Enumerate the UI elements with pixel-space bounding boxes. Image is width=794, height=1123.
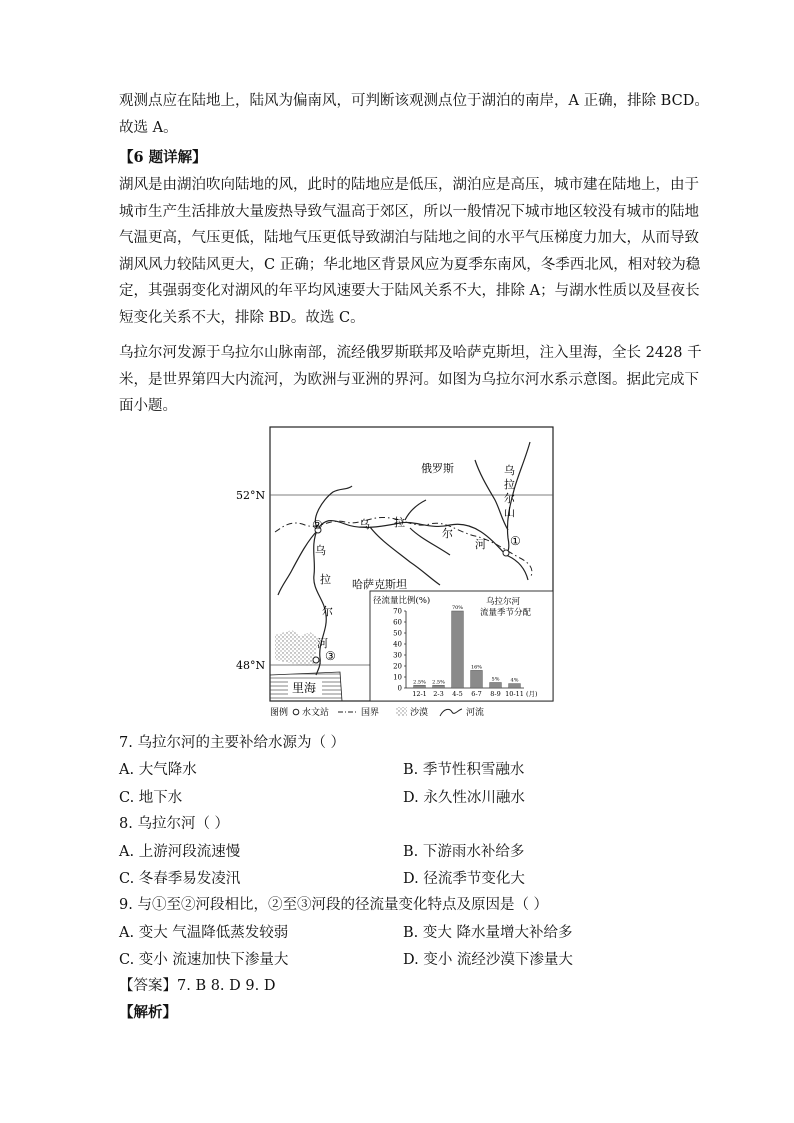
chart-x-unit: (月) bbox=[526, 690, 538, 698]
text-line: 湖风风力较陆风更大，C 正确；华北地区背景风应为夏季东南风，冬季西北风，相对较为稳 bbox=[119, 256, 701, 273]
station-3-marker bbox=[313, 657, 319, 663]
chart-ylabel: 径流量比例(%) bbox=[373, 596, 431, 606]
chart-y-tick-label: 70 bbox=[393, 607, 402, 616]
chart-bar bbox=[433, 685, 445, 688]
chart-y-tick-label: 0 bbox=[397, 684, 402, 693]
chart-y-tick-label: 30 bbox=[393, 651, 402, 660]
lat-48-label: 48°N bbox=[236, 659, 266, 672]
chart-y-tick-label: 10 bbox=[393, 673, 402, 682]
chart-value-label: 5% bbox=[491, 676, 500, 683]
chart-bar bbox=[414, 685, 426, 688]
legend-title: 图例 bbox=[270, 708, 289, 718]
river-label-char: 拉 bbox=[320, 573, 331, 586]
passage-paragraph bbox=[119, 340, 702, 420]
station-2-label: ② bbox=[312, 518, 323, 532]
chart-value-label: 4% bbox=[510, 677, 519, 684]
legend-border-label: 国界 bbox=[361, 708, 380, 718]
text-line: 乌拉尔河发源于乌拉尔山脉南部，流经俄罗斯联邦及哈萨克斯坦，注入里海，全长 2428 千 bbox=[119, 345, 702, 361]
station-3-label: ③ bbox=[325, 649, 336, 663]
legend-river-icon bbox=[440, 709, 462, 716]
text-line: 观测点应在陆地上，陆风为偏南风，可判断该观测点位于湖泊的南岸，A 正确，排除 BCD。 bbox=[119, 93, 709, 109]
question-7-option-b: B. 季节性积雪融水 bbox=[403, 762, 525, 778]
chart-title-line: 乌拉尔河 bbox=[486, 597, 521, 607]
legend-station-icon bbox=[293, 709, 299, 715]
question-8-option-c: C. 冬春季易发凌汛 bbox=[119, 871, 241, 887]
mountain-label-char: 乌 bbox=[504, 464, 515, 477]
legend-desert-icon bbox=[396, 707, 407, 716]
river-label-char: 河 bbox=[475, 538, 486, 551]
legend-station-label: 水文站 bbox=[302, 708, 330, 718]
chart-x-tick-label: 2-3 bbox=[433, 690, 444, 698]
question-9-option-d: D. 变小 流经沙漠下渗量大 bbox=[403, 952, 573, 968]
river-label-char: 尔 bbox=[322, 605, 333, 618]
question-9-option-b: B. 变大 降水量增大补给多 bbox=[403, 925, 573, 941]
legend-desert-label: 沙漠 bbox=[410, 708, 429, 718]
question-7-option-d: D. 永久性冰川融水 bbox=[403, 790, 525, 806]
answer-line: 【答案】7. B 8. D 9. D bbox=[119, 978, 276, 994]
lat-52-label: 52°N bbox=[236, 489, 266, 502]
runoff-chart bbox=[370, 591, 553, 701]
text-line: 气温更高，气压更低，陆地气压更低导致湖泊与陆地之间的水平气压梯度力加大，从而导致 bbox=[119, 230, 699, 246]
chart-bar bbox=[471, 670, 483, 688]
chart-value-label: 16% bbox=[470, 664, 483, 671]
chart-y-tick-label: 40 bbox=[393, 640, 402, 649]
chart-x-tick-label: 4-5 bbox=[452, 690, 463, 698]
text-line: 湖风是由湖泊吹向陆地的风，此时的陆地应是低压，湖泊应是高压，城市建在陆地上，由于 bbox=[119, 177, 699, 193]
analysis-heading: 【解析】 bbox=[119, 1004, 177, 1021]
chart-y-tick-label: 50 bbox=[393, 629, 402, 638]
q6-explanation bbox=[119, 172, 701, 331]
river-label-char: 乌 bbox=[359, 518, 370, 531]
question-9-option-c: C. 变小 流速加快下渗量大 bbox=[119, 952, 289, 968]
mountain-label-char: 山 bbox=[504, 506, 515, 519]
question-7-option-c: C. 地下水 bbox=[119, 790, 183, 806]
chart-bar bbox=[490, 683, 502, 689]
station-1-marker bbox=[503, 550, 509, 556]
station-1-label: ① bbox=[510, 534, 521, 548]
question-8-option-d: D. 径流季节变化大 bbox=[403, 871, 525, 887]
chart-title-line: 流量季节分配 bbox=[480, 608, 532, 618]
kazakhstan-label: 哈萨克斯坦 bbox=[352, 578, 407, 591]
question-8-option-a: A. 上游河段流速慢 bbox=[119, 844, 241, 860]
river-label-char: 乌 bbox=[315, 544, 326, 557]
chart-x-tick-label: 6-7 bbox=[471, 690, 482, 698]
river-label-char: 尔 bbox=[442, 527, 453, 540]
text-line: 短变化关系不大，排除 BD。故选 C。 bbox=[119, 309, 365, 326]
text-line: 城市生产生活排放大量废热导致气温高于郊区，所以一般情况下城市地区较没有城市的陆地 bbox=[119, 203, 699, 220]
intro-paragraph bbox=[119, 88, 709, 141]
river-label-char: 河 bbox=[317, 637, 328, 650]
text-line: 米，是世界第四大内流河，为欧洲与亚洲的界河。如图为乌拉尔河水系示意图。据此完成下 bbox=[119, 371, 699, 388]
text-line: 定，其强弱变化对湖风的年平均风速要大于陆风关系不大，排除 A；与湖水性质以及昼夜长 bbox=[119, 283, 700, 299]
legend-river-label: 河流 bbox=[466, 708, 485, 718]
chart-bar bbox=[509, 684, 521, 688]
russia-label: 俄罗斯 bbox=[421, 462, 454, 475]
map-legend bbox=[270, 706, 484, 718]
chart-y-tick-label: 20 bbox=[393, 662, 402, 671]
q6-heading: 【6 题详解】 bbox=[119, 149, 207, 166]
chart-bar bbox=[452, 611, 464, 688]
question-8-option-b: B. 下游雨水补给多 bbox=[403, 844, 525, 860]
question-7-option-a: A. 大气降水 bbox=[119, 762, 197, 778]
chart-value-label: 2.5% bbox=[413, 679, 426, 686]
chart-value-label: 2.5% bbox=[432, 679, 445, 686]
text-line: 故选 A。 bbox=[119, 119, 178, 136]
question-9-option-a: A. 变大 气温降低蒸发较弱 bbox=[119, 925, 289, 941]
river-label-char: 拉 bbox=[394, 516, 405, 529]
chart-x-tick-label: 10-11 bbox=[505, 690, 524, 698]
chart-x-tick-label: 8-9 bbox=[490, 690, 501, 698]
caspian-label: 里海 bbox=[292, 681, 317, 695]
question-9-stem: 9. 与①至②河段相比，②至③河段的径流量变化特点及原因是（ ） bbox=[119, 897, 549, 913]
chart-y-tick-label: 60 bbox=[393, 618, 402, 627]
ural-river-map bbox=[230, 420, 560, 720]
chart-value-label: 70% bbox=[451, 605, 464, 611]
chart-x-tick-label: 12-1 bbox=[412, 690, 427, 698]
mountain-label-char: 尔 bbox=[504, 492, 515, 505]
mountain-label-char: 拉 bbox=[504, 478, 515, 491]
question-8-stem: 8. 乌拉尔河（ ） bbox=[119, 816, 230, 832]
text-line: 面小题。 bbox=[119, 398, 177, 414]
question-7-stem: 7. 乌拉尔河的主要补给水源为（ ） bbox=[119, 735, 346, 751]
